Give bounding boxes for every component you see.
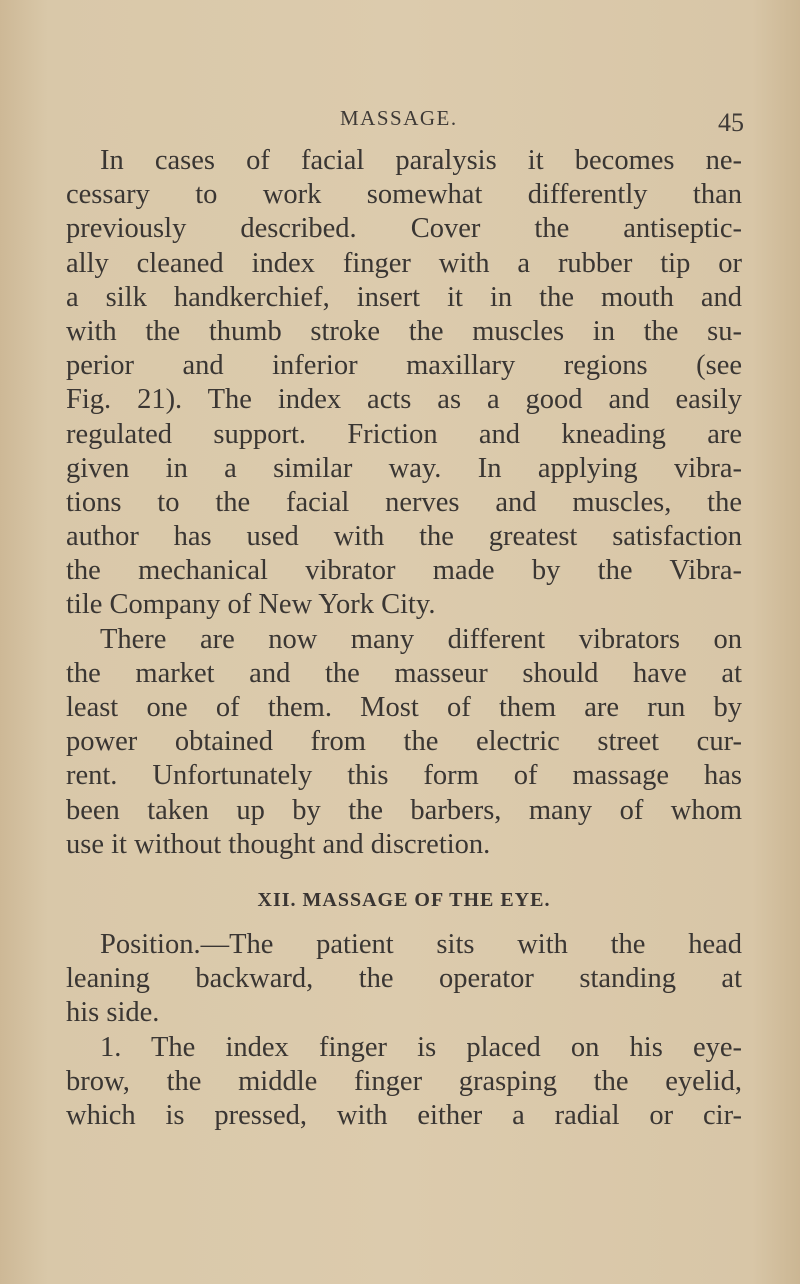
- text-line: Fig. 21). The index acts as a good and easily: [66, 384, 742, 416]
- text-line: perior and inferior maxillary regions (see: [66, 350, 742, 382]
- body-text: [66, 144, 742, 1133]
- text-line: cessary to work somewhat differently than: [66, 179, 742, 211]
- text-line: 1. The index finger is placed on his eye-: [100, 1031, 742, 1063]
- text-line: tile Company of New York City.: [66, 589, 436, 621]
- text-line: regulated support. Friction and kneading are: [66, 418, 742, 450]
- text-line: There are now many different vibrators on: [100, 623, 742, 655]
- paragraph-step-1: [66, 1031, 742, 1134]
- text-line: previously described. Cover the antiseptic-: [66, 213, 742, 245]
- text-line: use it without thought and discretion.: [66, 828, 491, 860]
- text-line: Position.—The patient sits with the head: [100, 928, 742, 960]
- text-line: given in a similar way. In applying vibra-: [66, 452, 742, 484]
- text-line: tions to the facial nerves and muscles, the: [66, 486, 742, 518]
- text-line: the mechanical vibrator made by the Vibra-: [66, 555, 742, 587]
- paragraph-facial-paralysis: [66, 144, 742, 623]
- text-line: which is pressed, with either a radial or cir-: [66, 1099, 742, 1131]
- text-line: leaning backward, the operator standing at: [66, 963, 742, 995]
- text-line: a silk handkerchief, insert it in the mouth and: [66, 281, 742, 313]
- page-number: 45: [718, 108, 744, 137]
- text-line: author has used with the greatest satisfaction: [66, 521, 742, 553]
- text-line: ally cleaned index finger with a rubber tip or: [66, 247, 742, 279]
- running-title: MASSAGE.: [340, 106, 458, 130]
- section-heading: XII. MASSAGE OF THE EYE.: [257, 888, 551, 911]
- text-line: brow, the middle finger grasping the eyelid,: [66, 1065, 742, 1097]
- text-line: In cases of facial paralysis it becomes ne-: [100, 145, 742, 176]
- text-line: with the thumb stroke the muscles in the su-: [66, 315, 742, 347]
- text-line: rent. Unfortunately this form of massage has: [66, 760, 742, 792]
- text-line: been taken up by the barbers, many of whom: [66, 794, 742, 826]
- text-line: his side.: [66, 997, 160, 1029]
- text-line: the market and the masseur should have at: [66, 657, 742, 689]
- text-line: least one of them. Most of them are run by: [66, 692, 742, 723]
- paragraph-vibrators: [66, 623, 742, 862]
- text-line: power obtained from the electric street cur-: [66, 726, 742, 758]
- paragraph-position: [66, 928, 742, 1031]
- running-head: [0, 106, 800, 146]
